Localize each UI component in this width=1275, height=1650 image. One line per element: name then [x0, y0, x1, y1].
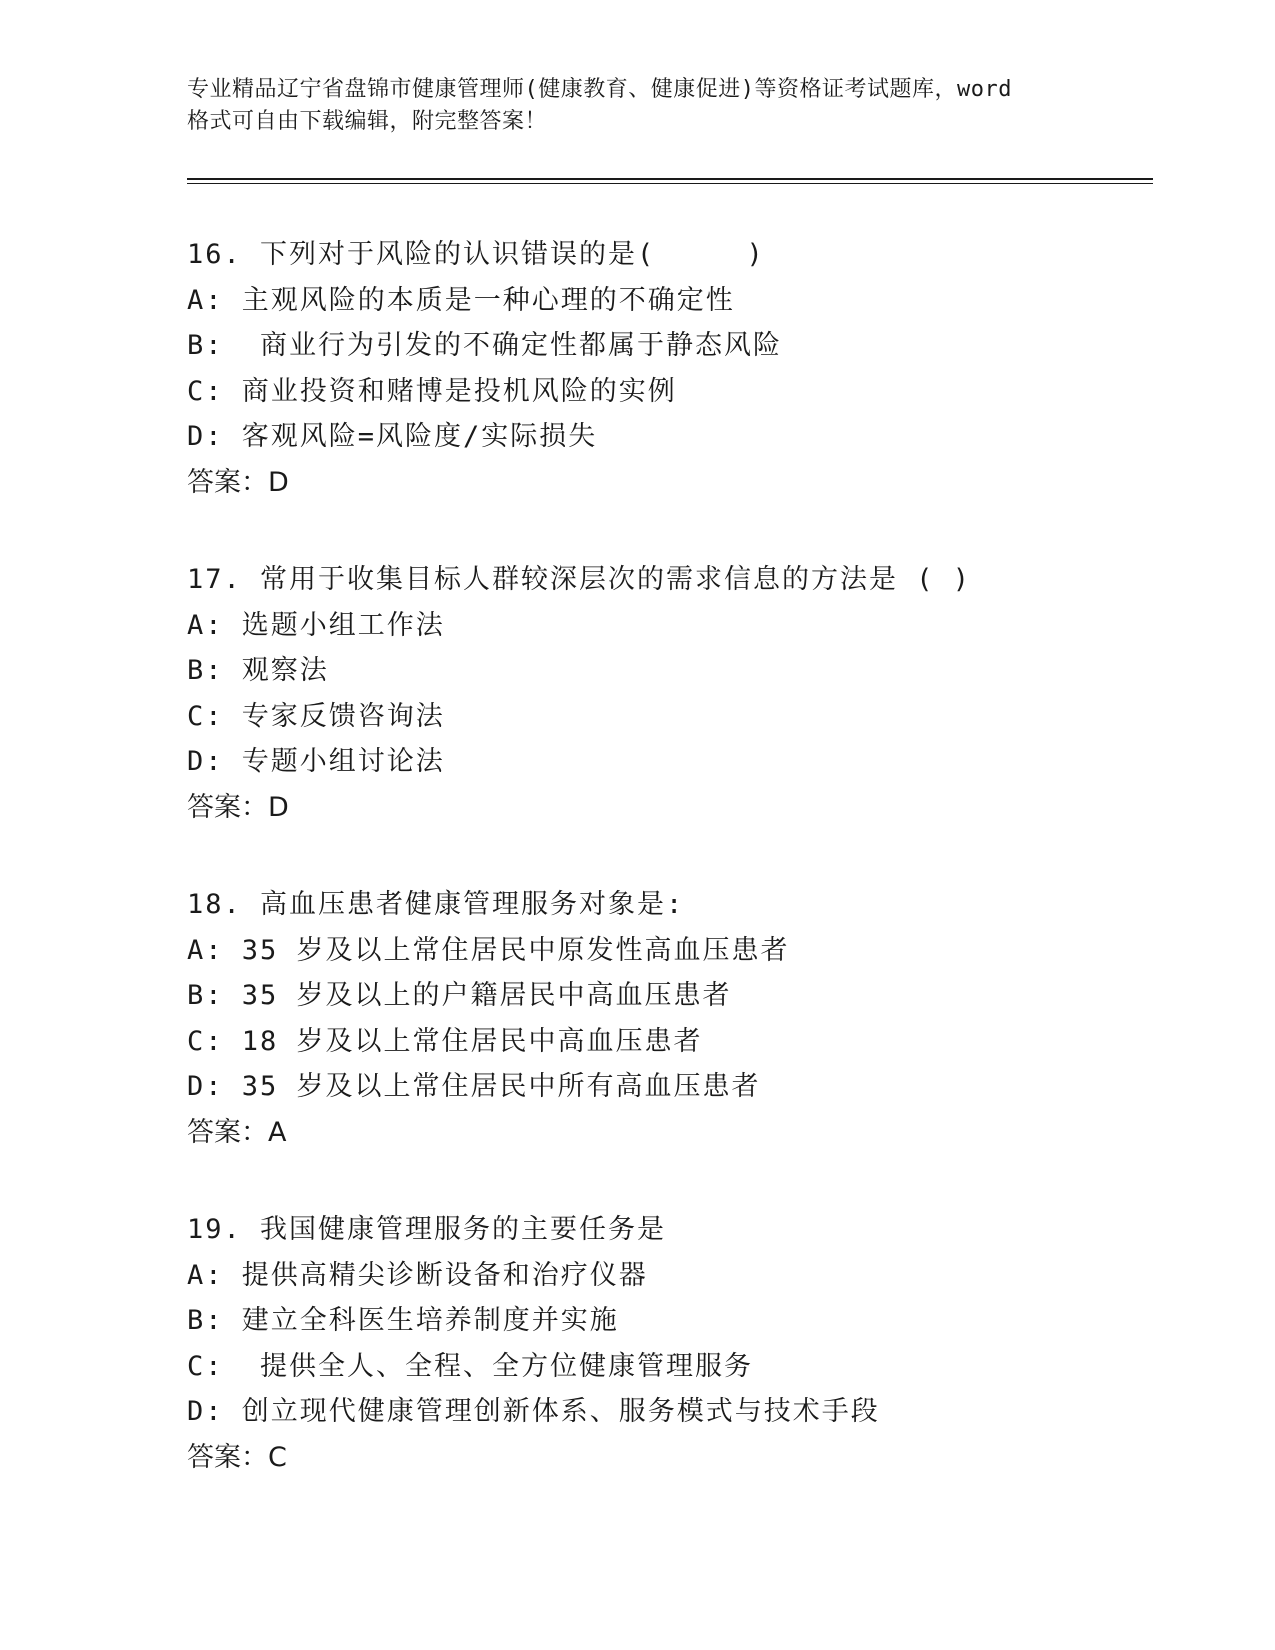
- question-19: [187, 1207, 1147, 1480]
- question-18: [187, 882, 1147, 1155]
- answer-label: 答案：C: [187, 1441, 287, 1473]
- option-a: A: 选题小组工作法: [187, 609, 445, 641]
- option-b: B: 商业行为引发的不确定性都属于静态风险: [187, 330, 783, 361]
- option-d: D: 客观风险=风险度/实际损失: [187, 421, 598, 452]
- answer-label: 答案：D: [187, 466, 289, 498]
- question-stem: 18. 高血压患者健康管理服务对象是:: [187, 889, 685, 920]
- question-list: [187, 232, 1147, 1532]
- answer-label: 答案：D: [187, 791, 289, 823]
- option-d: D: 创立现代健康管理创新体系、服务模式与技术手段: [187, 1396, 880, 1427]
- option-b: B: 建立全科医生培养制度并实施: [187, 1305, 619, 1336]
- option-c: C: 商业投资和赌博是投机风险的实例: [187, 375, 677, 407]
- option-b: B: 观察法: [187, 655, 329, 686]
- question-stem: 19. 我国健康管理服务的主要任务是: [187, 1214, 667, 1245]
- question-stem: 17. 常用于收集目标人群较深层次的需求信息的方法是 ( ): [187, 564, 972, 595]
- option-c: C: 18 岁及以上常住居民中高血压患者: [187, 1025, 703, 1057]
- question-stem: 16. 下列对于风险的认识错误的是( ): [187, 239, 765, 270]
- option-d: D: 35 岁及以上常住居民中所有高血压患者: [187, 1071, 761, 1102]
- option-c: C: 专家反馈咨询法: [187, 700, 445, 732]
- header-line-1: 专业精品辽宁省盘锦市健康管理师(健康教育、健康促进)等资格证考试题库，word: [187, 77, 1012, 102]
- option-a: A: 35 岁及以上常住居民中原发性高血压患者: [187, 934, 790, 966]
- option-b: B: 35 岁及以上的户籍居民中高血压患者: [187, 980, 732, 1011]
- header-divider-thin: [187, 183, 1153, 184]
- option-c: C: 提供全人、全程、全方位健康管理服务: [187, 1350, 754, 1382]
- question-17: [187, 557, 1147, 830]
- question-16: [187, 232, 1147, 505]
- option-a: A: 主观风险的本质是一种心理的不确定性: [187, 284, 735, 316]
- document-header: [187, 74, 1087, 138]
- answer-label: 答案：A: [187, 1116, 287, 1148]
- header-divider-thick: [187, 178, 1153, 180]
- header-line-2: 格式可自由下载编辑，附完整答案！: [187, 109, 548, 134]
- option-d: D: 专题小组讨论法: [187, 746, 445, 777]
- option-a: A: 提供高精尖诊断设备和治疗仪器: [187, 1259, 648, 1291]
